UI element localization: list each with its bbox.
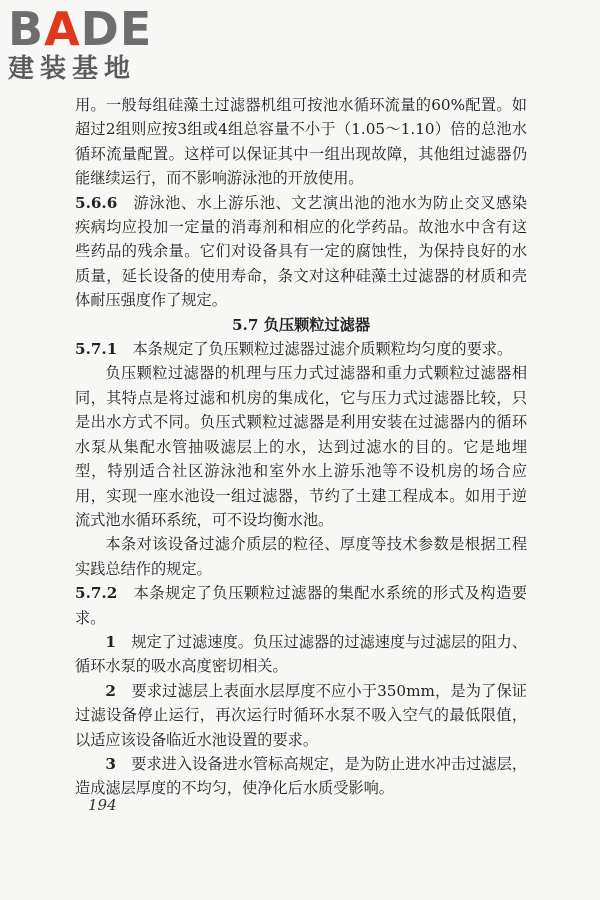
- item-text: 要求进入设备进水管标高规定，是为防止进水冲击过滤层，造成滤层厚度的不均匀，使净化后水质受影响。: [75, 754, 528, 798]
- clause-text: 本条规定了负压颗粒过滤器过滤介质颗粒均匀度的要求。: [132, 340, 513, 359]
- clause-5-6-6: [75, 191, 527, 313]
- clause-5-7-2: [75, 581, 527, 630]
- item-number: 3: [105, 754, 116, 773]
- clause-number: 5.7.2: [75, 584, 118, 603]
- site-logo: [8, 2, 178, 84]
- item-number: 1: [105, 632, 116, 651]
- clause-text: 本条规定了负压颗粒过滤器的集配水系统的形式及构造要求。: [75, 584, 528, 627]
- list-item: [75, 679, 527, 752]
- section-heading: 5.7 负压颗粒过滤器: [231, 315, 371, 334]
- list-item: [75, 630, 527, 679]
- paragraph: 本条对该设备过滤介质层的粒径、厚度等技术参数是根据工程实践总结作的规定。: [75, 535, 527, 578]
- item-text: 规定了过滤速度。负压过滤器的过滤速度与过滤层的阻力、循环水泵的吸水高度密切相关。: [75, 632, 528, 676]
- document-body: [75, 93, 527, 801]
- page-number: 194: [88, 796, 117, 814]
- clause-text: 游泳池、水上游乐池、文艺演出池的池水为防止交叉感染疾病均应投加一定量的消毒剂和相应的化学药品。故池水中含有这些药品的残余量。它们对设备具有一定的腐蚀性，为保持良好的水质量，延长设备的使用寿命，条文对这种硅藻土过滤器的材质和壳体耐压强度作了规定。: [75, 193, 528, 310]
- paragraph: 负压颗粒过滤器的机理与压力式过滤器和重力式颗粒过滤器相同，其特点是将过滤和机房的集成化，它与压力式过滤器比较，只是出水方式不同。负压式颗粒过滤器是利用安装在过滤器内的循环水泵从集配水管抽吸滤层上的水，达到过滤水的目的。它是地埋型，特别适合社区游泳池和室外水上游乐池等不设机房的场合应用，实现一座水池设一组过滤器，节约了土建工程成本。如用于逆流式池水循环系统，可不设均衡水池。: [75, 364, 527, 529]
- logo-subtitle: 建装基地: [8, 54, 137, 84]
- paragraph: 用。一般每组硅藻土过滤器机组可按池水循环流量的60%配置。如超过2组则应按3组或4组总容量不小于（1.05～1.10）倍的总池水循环流量配置。这样可以保证其中一组出现故障，其他组过滤器仍能继续运行，而不影响游泳池的开放使用。: [75, 96, 527, 188]
- clause-number: 5.7.1: [75, 340, 118, 359]
- clause-number: 5.6.6: [75, 193, 118, 212]
- logo-wordmark: BADE: [8, 2, 153, 56]
- item-number: 2: [105, 681, 116, 700]
- item-text: 要求过滤层上表面水层厚度不应小于350mm，是为了保证过滤设备停止运行，再次运行时循环水泵不吸入空气的最低限值，以适应该设备临近水池设置的要求。: [75, 681, 527, 749]
- clause-5-7-1: [75, 337, 527, 361]
- list-item: [75, 752, 527, 801]
